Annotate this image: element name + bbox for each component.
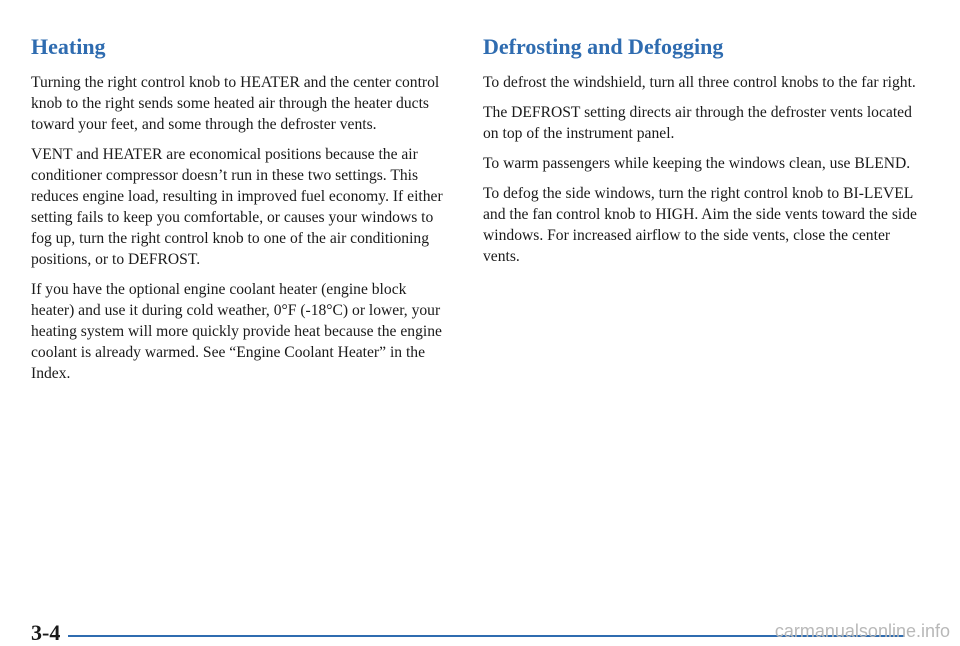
defrosting-paragraph-1: To defrost the windshield, turn all three control knobs to the far right. [483, 74, 916, 91]
defrosting-paragraph-2: The DEFROST setting directs air through the defroster vents located on top of the instrument panel. [483, 104, 912, 142]
watermark: carmanualsonline.info [774, 621, 950, 641]
heating-paragraph-1: Turning the right control knob to HEATER and the center control knob to the right sends some heated air through the heater ducts toward your feet, and some through the defroster vents. [31, 74, 440, 133]
page-number: 3-4 [31, 620, 61, 645]
heating-paragraph-3: If you have the optional engine coolant heater (engine block heater) and use it during cold weather, 0°F (-18°C) or lower, your heating system will more quickly provide heat because the engine coolant is already warmed. See “Engine Coolant Heater” in the Index. [31, 281, 442, 382]
defrosting-section [483, 34, 923, 276]
defrosting-paragraph-3: To warm passengers while keeping the windows clean, use BLEND. [483, 155, 911, 172]
heating-paragraph-2: VENT and HEATER are economical positions because the air conditioner compressor doesn’t run in these two settings. This reduces engine load, resulting in improved fuel economy. If either setting fails to keep you comfortable, or causes your windows to fog up, turn the right control knob to one of the air conditioning positions, or to DEFROST. [31, 146, 443, 268]
defrosting-heading: Defrosting and Defogging [483, 34, 724, 59]
heating-section [31, 34, 451, 393]
heating-heading: Heating [31, 34, 106, 59]
defrosting-paragraph-4: To defog the side windows, turn the right control knob to BI-LEVEL and the fan control knob to HIGH. Aim the side vents toward the side windows. For increased airflow to the side vents, close the center vents. [483, 185, 917, 265]
